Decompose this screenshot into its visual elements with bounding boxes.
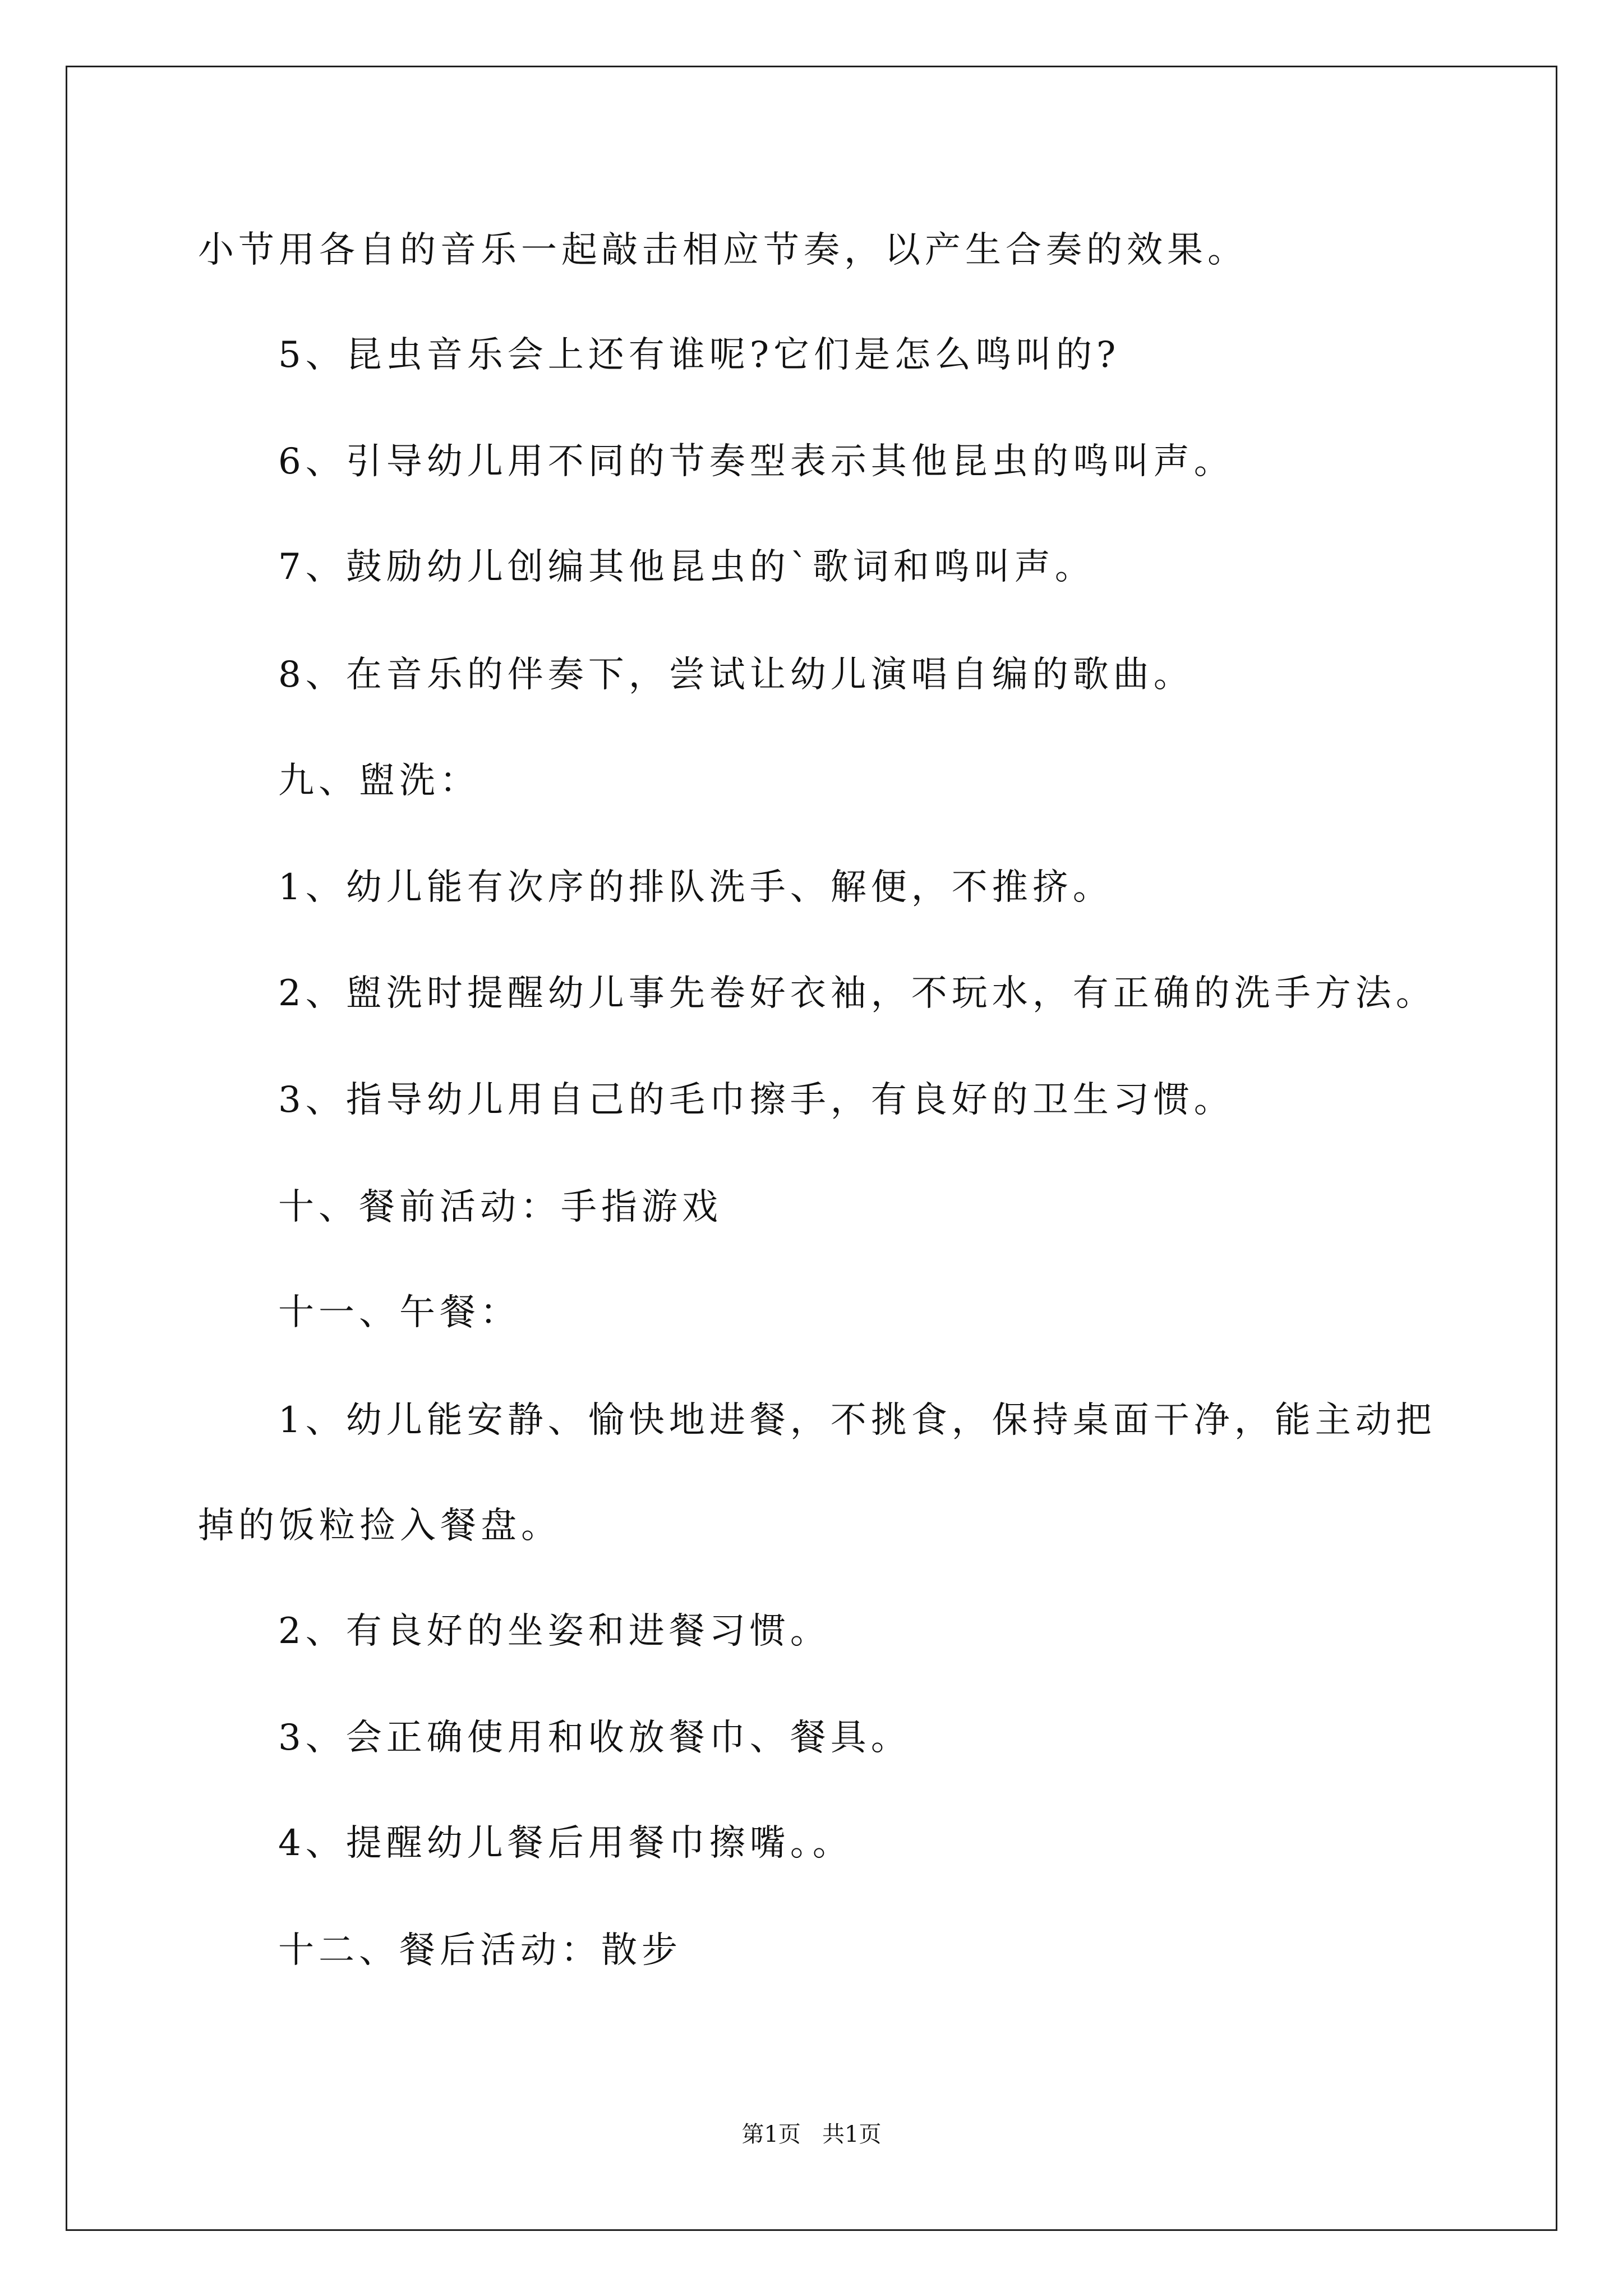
paragraph-item-11-1-continuation: 掉的饭粒捡入餐盘。 bbox=[198, 1505, 561, 1547]
paragraph-item-11-2: 2、有良好的坐姿和进餐习惯。 bbox=[278, 1611, 831, 1652]
paragraph-item-11-3: 3、会正确使用和收放餐巾、餐具。 bbox=[278, 1717, 911, 1759]
paragraph-item-11-4: 4、提醒幼儿餐后用餐巾擦嘴。。 bbox=[278, 1823, 853, 1864]
paragraph-item-8: 8、在音乐的伴奏下，尝试让幼儿演唱自编的歌曲。 bbox=[278, 654, 1194, 696]
paragraph-item-11-1: 1、幼儿能安静、愉快地进餐，不挑食，保持桌面干净，能主动把 bbox=[278, 1400, 1436, 1441]
section-heading-12: 十二、餐后活动：散步 bbox=[278, 1930, 682, 1971]
section-heading-10: 十、餐前活动：手指游戏 bbox=[278, 1186, 722, 1228]
paragraph-continuation: 小节用各自的音乐一起敲击相应节奏，以产生合奏的效果。 bbox=[198, 229, 1248, 271]
section-heading-9: 九、盥洗： bbox=[278, 760, 480, 802]
paragraph-item-9-3: 3、指导幼儿用自己的毛巾擦手，有良好的卫生习惯。 bbox=[278, 1079, 1234, 1121]
paragraph-item-6: 6、引导幼儿用不同的节奏型表示其他昆虫的鸣叫声。 bbox=[278, 441, 1234, 482]
paragraph-item-9-2: 2、盥洗时提醒幼儿事先卷好衣袖，不玩水，有正确的洗手方法。 bbox=[278, 973, 1436, 1014]
paragraph-item-7: 7、鼓励幼儿创编其他昆虫的`歌词和鸣叫声。 bbox=[278, 546, 1095, 588]
page-number-footer: 第1页 共1页 bbox=[741, 2122, 882, 2147]
paragraph-item-5: 5、昆虫音乐会上还有谁呢?它们是怎么鸣叫的? bbox=[278, 334, 1121, 376]
page-border bbox=[66, 66, 1557, 2231]
section-heading-11: 十一、午餐： bbox=[278, 1292, 520, 1333]
paragraph-item-9-1: 1、幼儿能有次序的排队洗手、解便，不推挤。 bbox=[278, 867, 1113, 908]
